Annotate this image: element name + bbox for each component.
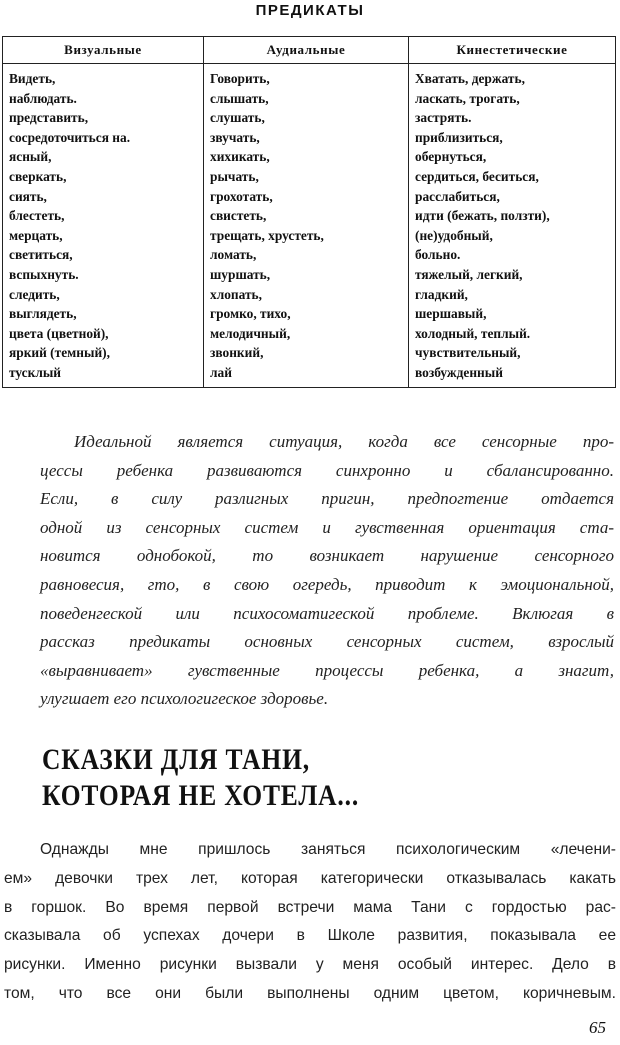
table-cell-line: хлопать,: [210, 286, 262, 302]
table-cell-line: наблюдать.: [9, 90, 77, 106]
body-paragraph: [4, 836, 616, 1009]
table-cell-line: звучать,: [210, 129, 260, 145]
table-header-row: [3, 37, 616, 64]
table-cell-line: трещать, хрустеть,: [210, 227, 324, 243]
table-cell-line: холодный, теплый.: [415, 325, 531, 341]
table-cell-line: гладкий,: [415, 286, 468, 302]
body-paragraph-line: в горшок. Во время первой встречи мама Тани с гордостью рас-: [4, 898, 616, 916]
table-cell-line: сосредоточиться на.: [9, 129, 131, 145]
table-cell-line: сиять,: [9, 188, 47, 204]
table-cell-line: следить,: [9, 286, 60, 302]
table-cell-line: представить,: [9, 110, 89, 126]
header-auditory: Аудиальные: [204, 37, 409, 64]
table-cell-line: блестеть,: [9, 208, 65, 224]
italic-paragraph-line: рассказ предикаты основных сенсорных систем, взрослый: [40, 632, 614, 652]
table-cell-line: расслабиться,: [415, 188, 500, 204]
section-heading-line: КОТОРАЯ НЕ ХОТЕЛА...: [42, 779, 360, 812]
table-cell-line: мелодичный,: [210, 325, 291, 341]
table-cell-line: свистеть,: [210, 208, 267, 224]
body-paragraph-line: том, что все они были выполнены одним цветом, коричневым.: [4, 984, 616, 1002]
header-kinesthetic: Кинестетические: [409, 37, 616, 64]
section-heading-line: СКАЗКИ ДЛЯ ТАНИ,: [42, 743, 310, 776]
table-cell-line: возбужденный: [415, 364, 503, 380]
table-cell-line: приблизиться,: [415, 129, 503, 145]
table-cell-line: чувствительный,: [415, 345, 521, 361]
table-cell-line: сверкать,: [9, 168, 67, 184]
table-cell-line: мерцать,: [9, 227, 63, 243]
section-heading: [42, 742, 359, 814]
table-cell-line: грохотать,: [210, 188, 273, 204]
header-visual: Визуальные: [3, 37, 204, 64]
table-cell-line: слышать,: [210, 90, 269, 106]
italic-paragraph-line: одной из сенсорных систем и гувственная ориентация ста-: [40, 517, 614, 537]
column-visual: [3, 64, 204, 388]
column-auditory: [204, 64, 409, 388]
italic-paragraph-line: новится однобокой, то возникает нарушение сенсорного: [40, 546, 614, 566]
body-paragraph-line: ем» девочки трех лет, которая категорически отказывалась какать: [4, 869, 616, 887]
body-paragraph-line: рисунки. Именно рисунки вызвали у меня особый интерес. Дело в: [4, 956, 616, 974]
table-cell-line: сердиться, беситься,: [415, 168, 539, 184]
table-cell-line: тусклый: [9, 364, 62, 380]
italic-paragraph-line: равновесия, гто, в свою огередь, приводит к эмоциональной,: [40, 574, 614, 594]
table-cell-line: Хватать, держать,: [415, 71, 525, 86]
table-cell-line: цвета (цветной),: [9, 325, 109, 341]
table-cell-line: слушать,: [210, 110, 265, 126]
table-cell-line: выглядеть,: [9, 306, 77, 322]
table-cell-line: застрять.: [415, 110, 472, 126]
table-cell-line: шершавый,: [415, 306, 487, 322]
table-row: [3, 64, 616, 388]
italic-paragraph-line: Если, в силу разлигных пригин, предпогтение отдается: [40, 489, 614, 509]
table-cell-line: Говорить,: [210, 71, 270, 86]
body-paragraph-line: Однажды мне пришлось заняться психологическим «лечени-: [40, 841, 616, 858]
italic-paragraph-line: улугшает его психологигеское здоровье.: [40, 689, 329, 709]
table-cell-line: звонкий,: [210, 345, 264, 361]
body-paragraph-line: сказывала об успехах дочери в Школе развития, показывала ее: [4, 927, 616, 945]
table-cell-line: громко, тихо,: [210, 306, 291, 322]
table-cell-line: обернуться,: [415, 149, 487, 165]
page-number: 65: [589, 1018, 606, 1037]
italic-paragraph: [40, 428, 614, 714]
table-cell-line: шуршать,: [210, 266, 271, 282]
table-cell-line: (не)удобный,: [415, 227, 493, 243]
page-title: ПРЕДИКАТЫ: [255, 2, 365, 19]
table-cell-line: яркий (темный),: [9, 345, 110, 361]
table-cell-line: вспыхнуть.: [9, 266, 79, 282]
table-cell-line: тяжелый, легкий,: [415, 266, 523, 282]
table-cell-line: хихикать,: [210, 149, 270, 165]
column-kinesthetic: [409, 64, 616, 388]
table-cell-line: идти (бежать, ползти),: [415, 208, 550, 224]
italic-paragraph-line: «выравнивает» гувственные процессы ребенка, а знагит,: [40, 660, 614, 680]
table-cell-line: ласкать, трогать,: [415, 90, 520, 106]
italic-paragraph-line: Идеальной является ситуация, когда все сенсорные про-: [74, 432, 614, 451]
predicates-table: [2, 36, 616, 388]
italic-paragraph-line: цессы ребенка развиваются синхронно и сбалансированно.: [40, 460, 614, 480]
table-cell-line: больно.: [415, 247, 461, 263]
table-cell-line: рычать,: [210, 168, 259, 184]
italic-paragraph-line: поведенгеской или психосоматигеской проблеме. Вклюгая в: [40, 603, 614, 623]
table-cell-line: светиться,: [9, 247, 73, 263]
table-cell-line: ясный,: [9, 149, 52, 165]
table-cell-line: ломать,: [210, 247, 257, 263]
table-cell-line: Видеть,: [9, 71, 56, 86]
table-cell-line: лай: [210, 364, 232, 380]
